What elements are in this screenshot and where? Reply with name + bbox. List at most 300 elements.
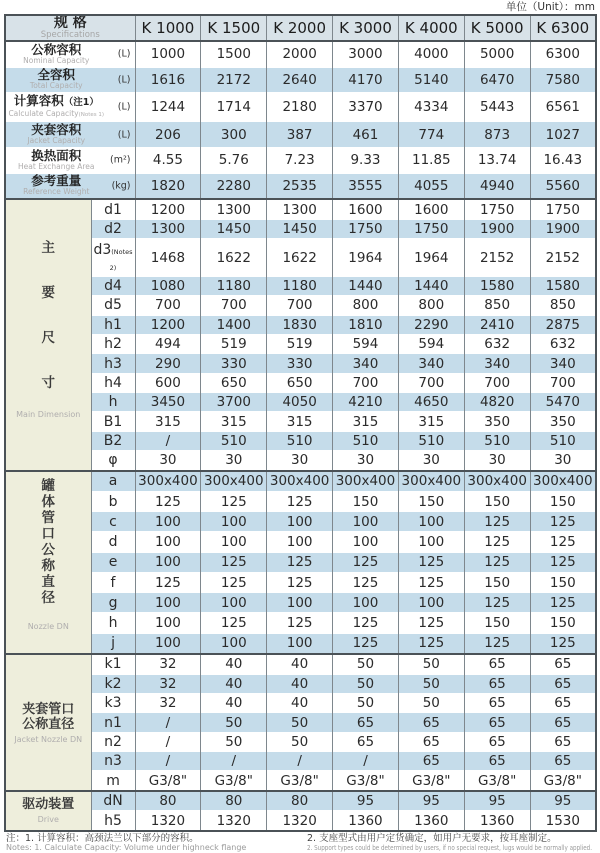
section-label-cell-drive <box>5 791 91 831</box>
value-cell: 65 <box>464 713 530 732</box>
row-key-cell: c <box>91 512 135 532</box>
value-cell: 340 <box>333 354 399 373</box>
model-header-cell: K 3000 <box>333 15 399 41</box>
section-label-zh: 驱动装置 <box>22 797 75 813</box>
value-cell: 125 <box>530 552 596 572</box>
row-label-zh: 公称容积 <box>31 42 82 57</box>
value-cell: 100 <box>398 532 464 552</box>
value-cell: 50 <box>333 693 399 712</box>
row-label-zh: 夹套容积 <box>31 122 82 137</box>
spec-row <box>5 315 596 334</box>
spec-row <box>5 532 596 552</box>
model-header-cell: K 2000 <box>267 15 333 41</box>
value-cell: 1750 <box>398 219 464 238</box>
value-cell: G3/8" <box>464 771 530 791</box>
value-cell: 125 <box>530 633 596 654</box>
row-key-sub: (Notes 2) <box>109 247 133 272</box>
value-cell: 65 <box>333 713 399 732</box>
value-cell: 100 <box>135 552 201 572</box>
value-cell: 1616 <box>135 67 201 93</box>
value-cell: 65 <box>530 713 596 732</box>
value-cell: 300x400 <box>530 471 596 492</box>
value-cell: 100 <box>201 512 267 532</box>
value-cell: 125 <box>530 593 596 613</box>
row-label-zh: 换热面积 <box>31 148 82 163</box>
spec-row <box>5 276 596 295</box>
value-cell: 40 <box>201 693 267 712</box>
value-cell: 150 <box>530 572 596 592</box>
value-cell: 80 <box>135 791 201 811</box>
spec-row <box>5 572 596 592</box>
row-key-cell: h1 <box>91 315 135 334</box>
value-cell: 5140 <box>398 67 464 93</box>
value-cell: 95 <box>398 791 464 811</box>
value-cell: 1580 <box>464 276 530 295</box>
value-cell: 125 <box>464 633 530 654</box>
value-cell: 1622 <box>201 239 267 277</box>
value-cell: 1750 <box>464 199 530 219</box>
value-cell: 1714 <box>201 93 267 122</box>
value-cell: 700 <box>333 373 399 392</box>
value-cell: 800 <box>398 296 464 315</box>
value-cell: G3/8" <box>201 771 267 791</box>
section-label <box>6 472 91 654</box>
row-unit: (L) <box>117 129 131 141</box>
value-cell: 632 <box>464 334 530 353</box>
spec-row <box>5 693 596 712</box>
value-cell: 1440 <box>398 276 464 295</box>
section-label-en: Drive <box>37 815 59 825</box>
value-cell: 65 <box>464 752 530 771</box>
value-cell: 150 <box>464 572 530 592</box>
value-cell: 315 <box>135 412 201 431</box>
row-key-cell: n1 <box>91 713 135 732</box>
value-cell: 1580 <box>530 276 596 295</box>
value-cell: 100 <box>201 633 267 654</box>
value-cell: / <box>267 752 333 771</box>
section-label-en: Main Dimension <box>16 410 81 420</box>
row-label-en: Reference Weight <box>23 187 90 197</box>
row-key-cell: φ <box>91 451 135 471</box>
value-cell: 1180 <box>201 276 267 295</box>
value-cell: 1300 <box>267 199 333 219</box>
value-cell: 125 <box>201 572 267 592</box>
value-cell: 594 <box>333 334 399 353</box>
value-cell: 4000 <box>398 41 464 67</box>
value-cell: 1200 <box>135 199 201 219</box>
value-cell: 125 <box>464 532 530 552</box>
section-label <box>6 200 91 469</box>
row-label-en: Calculate Capacity(Notes 1) <box>8 109 105 119</box>
value-cell: 125 <box>201 491 267 511</box>
row-key-cell: h5 <box>91 811 135 831</box>
value-cell: 125 <box>267 491 333 511</box>
section-label-zh: 尺 <box>41 330 55 347</box>
row-unit: (L) <box>117 48 131 60</box>
value-cell: 350 <box>464 412 530 431</box>
value-cell: 65 <box>464 732 530 751</box>
section-label-cell-jacket-nozzle-dn <box>5 654 91 791</box>
value-cell: 1500 <box>201 41 267 67</box>
value-cell: 40 <box>267 674 333 693</box>
value-cell: 100 <box>135 532 201 552</box>
value-cell: 1450 <box>267 219 333 238</box>
row-unit: (m²) <box>110 154 131 166</box>
value-cell: 40 <box>201 674 267 693</box>
value-cell: 125 <box>333 572 399 592</box>
row-label-cell <box>5 67 135 93</box>
row-key-cell: n3 <box>91 752 135 771</box>
value-cell: 125 <box>135 572 201 592</box>
row-key-cell: h2 <box>91 334 135 353</box>
row-label <box>6 42 135 67</box>
value-cell: 65 <box>530 654 596 674</box>
value-cell: 30 <box>530 451 596 471</box>
value-cell: 30 <box>333 451 399 471</box>
value-cell: 330 <box>267 354 333 373</box>
value-cell: 80 <box>201 791 267 811</box>
value-cell: 1450 <box>201 219 267 238</box>
value-cell: 1964 <box>333 239 399 277</box>
value-cell: 50 <box>267 732 333 751</box>
value-cell: 1320 <box>267 811 333 831</box>
capacity-row <box>5 67 596 93</box>
value-cell: 340 <box>464 354 530 373</box>
spec-row <box>5 593 596 613</box>
spec-row <box>5 552 596 572</box>
value-cell: 3555 <box>333 173 399 199</box>
row-key-cell: d <box>91 532 135 552</box>
value-cell: 300 <box>201 122 267 148</box>
value-cell: 150 <box>464 491 530 511</box>
row-key-cell: b <box>91 491 135 511</box>
value-cell: 100 <box>398 593 464 613</box>
value-cell: 1964 <box>398 239 464 277</box>
spec-row <box>5 613 596 633</box>
value-cell: 1820 <box>135 173 201 199</box>
value-cell: 40 <box>267 693 333 712</box>
spec-header-en: Specifications <box>40 30 100 40</box>
value-cell: 774 <box>398 122 464 148</box>
value-cell: 50 <box>201 713 267 732</box>
spec-row <box>5 412 596 431</box>
section-label-cell-nozzle-dn <box>5 471 91 655</box>
value-cell: 125 <box>530 512 596 532</box>
value-cell: 80 <box>267 791 333 811</box>
value-cell: 95 <box>333 791 399 811</box>
value-cell: 700 <box>201 296 267 315</box>
value-cell: 2180 <box>267 93 333 122</box>
value-cell: 13.74 <box>464 148 530 174</box>
section-label-zh: 体 <box>41 493 55 510</box>
value-cell: 95 <box>530 791 596 811</box>
value-cell: / <box>135 431 201 450</box>
value-cell: 65 <box>530 732 596 751</box>
spec-row <box>5 512 596 532</box>
spec-row <box>5 296 596 315</box>
value-cell: 315 <box>398 412 464 431</box>
value-cell: 5.76 <box>201 148 267 174</box>
row-key-cell: d2 <box>91 219 135 238</box>
value-cell: 1622 <box>267 239 333 277</box>
value-cell: 1320 <box>135 811 201 831</box>
value-cell: 700 <box>135 296 201 315</box>
value-cell: 206 <box>135 122 201 148</box>
section-label-zh: 主 <box>41 240 55 257</box>
row-label-en-sub: (Notes 1) <box>78 112 105 119</box>
value-cell: 1600 <box>333 199 399 219</box>
value-cell: 632 <box>530 334 596 353</box>
value-cell: 2152 <box>464 239 530 277</box>
value-cell: 100 <box>267 593 333 613</box>
value-cell: 494 <box>135 334 201 353</box>
value-cell: 315 <box>201 412 267 431</box>
value-cell: 2000 <box>267 41 333 67</box>
value-cell: 32 <box>135 674 201 693</box>
row-label <box>6 68 135 93</box>
value-cell: / <box>135 732 201 751</box>
row-label-zh: 计算容积（注1） <box>13 93 99 109</box>
value-cell: 50 <box>333 674 399 693</box>
value-cell: 3700 <box>201 393 267 412</box>
section-label-cell-main-dimension <box>5 199 91 470</box>
spec-row <box>5 791 596 811</box>
value-cell: 65 <box>530 752 596 771</box>
value-cell: 11.85 <box>398 148 464 174</box>
value-cell: 30 <box>201 451 267 471</box>
spec-row <box>5 431 596 450</box>
model-header-cell: K 5000 <box>464 15 530 41</box>
value-cell: 3000 <box>333 41 399 67</box>
row-key-cell: e <box>91 552 135 572</box>
spec-row <box>5 654 596 674</box>
value-cell: 1530 <box>530 811 596 831</box>
model-header-cell: K 6300 <box>530 15 596 41</box>
value-cell: 510 <box>333 431 399 450</box>
value-cell: 100 <box>135 593 201 613</box>
row-key-cell: n2 <box>91 732 135 751</box>
value-cell: 100 <box>333 532 399 552</box>
value-cell: 100 <box>398 512 464 532</box>
value-cell: G3/8" <box>333 771 399 791</box>
value-cell: 461 <box>333 122 399 148</box>
row-label-cell <box>5 41 135 67</box>
value-cell: 65 <box>464 693 530 712</box>
row-unit: (kg) <box>111 180 131 192</box>
value-cell: 150 <box>530 491 596 511</box>
value-cell: 125 <box>267 572 333 592</box>
value-cell: 125 <box>398 633 464 654</box>
footnote-1 <box>6 834 307 853</box>
value-cell: 594 <box>398 334 464 353</box>
spec-row <box>5 219 596 238</box>
value-cell: 65 <box>530 674 596 693</box>
value-cell: G3/8" <box>267 771 333 791</box>
value-cell: 100 <box>333 512 399 532</box>
value-cell: 2172 <box>201 67 267 93</box>
row-key-cell: h <box>91 613 135 633</box>
value-cell: 50 <box>398 654 464 674</box>
spec-header-zh: 规 格 <box>53 15 87 31</box>
spec-row <box>5 239 596 277</box>
value-cell: G3/8" <box>530 771 596 791</box>
value-cell: 32 <box>135 693 201 712</box>
row-label-cell <box>5 122 135 148</box>
row-unit: (L) <box>117 101 131 113</box>
value-cell: 850 <box>530 296 596 315</box>
value-cell: 100 <box>267 633 333 654</box>
value-cell: 1360 <box>398 811 464 831</box>
spec-header-cell <box>5 15 135 41</box>
value-cell: 125 <box>333 613 399 633</box>
model-header-cell: K 4000 <box>398 15 464 41</box>
row-label-cell <box>5 173 135 199</box>
value-cell: 65 <box>333 732 399 751</box>
value-cell: 5470 <box>530 393 596 412</box>
value-cell: 150 <box>398 491 464 511</box>
value-cell: 340 <box>530 354 596 373</box>
header-row <box>5 15 596 41</box>
spec-row <box>5 354 596 373</box>
value-cell: 100 <box>201 593 267 613</box>
value-cell: 300x400 <box>201 471 267 492</box>
value-cell: 125 <box>135 491 201 511</box>
row-key-cell: h3 <box>91 354 135 373</box>
section-label-zh: 公 <box>41 541 55 558</box>
value-cell: 9.33 <box>333 148 399 174</box>
value-cell: 125 <box>398 552 464 572</box>
value-cell: 50 <box>333 654 399 674</box>
value-cell: 100 <box>201 532 267 552</box>
value-cell: 510 <box>530 431 596 450</box>
value-cell: 150 <box>530 613 596 633</box>
value-cell: 65 <box>464 674 530 693</box>
value-cell: 95 <box>464 791 530 811</box>
row-key-cell: m <box>91 771 135 791</box>
spec-table <box>4 14 597 832</box>
value-cell: 30 <box>267 451 333 471</box>
note-1-zh: 注：1. 计算容积：高颈法兰以下部分的容积。 <box>6 833 199 844</box>
value-cell: 700 <box>464 373 530 392</box>
section-label-zh: 罐 <box>41 477 55 494</box>
value-cell: 4650 <box>398 393 464 412</box>
value-cell: 700 <box>530 373 596 392</box>
value-cell: 125 <box>464 593 530 613</box>
value-cell: 340 <box>398 354 464 373</box>
value-cell: 125 <box>201 552 267 572</box>
value-cell: 6470 <box>464 67 530 93</box>
footnotes <box>4 832 597 853</box>
spec-row <box>5 334 596 353</box>
section-label-zh: 直 <box>41 573 55 590</box>
note-1-en: Notes: 1. Calculate Capacity: Volume under highneck flange <box>6 843 247 852</box>
value-cell: 3450 <box>135 393 201 412</box>
capacity-row <box>5 148 596 174</box>
value-cell: 1300 <box>201 199 267 219</box>
value-cell: 510 <box>398 431 464 450</box>
row-key-cell: j <box>91 633 135 654</box>
capacity-row <box>5 122 596 148</box>
row-label-en: Nominal Capacity <box>23 55 90 65</box>
value-cell: 50 <box>398 674 464 693</box>
footnote-2 <box>307 834 600 853</box>
value-cell: 330 <box>201 354 267 373</box>
unit-label: 单位（Unit）：mm <box>505 1 595 13</box>
value-cell: 125 <box>398 572 464 592</box>
row-key-cell: d3(Notes 2) <box>91 239 135 277</box>
row-key-cell: B2 <box>91 431 135 450</box>
value-cell: 1027 <box>530 122 596 148</box>
value-cell: 50 <box>267 713 333 732</box>
row-label-zh: 参考重量 <box>31 173 82 189</box>
section-label-en: Nozzle DN <box>27 621 69 631</box>
row-label-en: Jacket Capacity <box>27 135 86 145</box>
value-cell: 1000 <box>135 41 201 67</box>
value-cell: 1400 <box>201 315 267 334</box>
capacity-row <box>5 93 596 122</box>
value-cell: 100 <box>333 593 399 613</box>
value-cell: 290 <box>135 354 201 373</box>
value-cell: 125 <box>398 613 464 633</box>
row-key-cell: h <box>91 393 135 412</box>
section-label-zh: 称 <box>41 557 55 574</box>
row-key-cell: k1 <box>91 654 135 674</box>
value-cell: 30 <box>135 451 201 471</box>
value-cell: / <box>201 752 267 771</box>
value-cell: 40 <box>201 654 267 674</box>
value-cell: 65 <box>398 752 464 771</box>
row-key-cell: h4 <box>91 373 135 392</box>
row-key-cell: d5 <box>91 296 135 315</box>
value-cell: 4170 <box>333 67 399 93</box>
value-cell: 1300 <box>135 219 201 238</box>
row-key-cell: d1 <box>91 199 135 219</box>
value-cell: 2280 <box>201 173 267 199</box>
value-cell: 32 <box>135 654 201 674</box>
value-cell: 125 <box>530 532 596 552</box>
value-cell: 2410 <box>464 315 530 334</box>
value-cell: 4055 <box>398 173 464 199</box>
value-cell: 387 <box>267 122 333 148</box>
value-cell: 125 <box>333 633 399 654</box>
section-label <box>6 655 91 790</box>
value-cell: 850 <box>464 296 530 315</box>
value-cell: 125 <box>267 613 333 633</box>
spec-row <box>5 732 596 751</box>
note-2-zh: 2. 支座型式由用户定货确定，如用户无要求，按耳座制定。 <box>307 833 557 844</box>
value-cell: 5560 <box>530 173 596 199</box>
value-cell: 300x400 <box>333 471 399 492</box>
value-cell: 100 <box>135 633 201 654</box>
value-cell: 3370 <box>333 93 399 122</box>
value-cell: 150 <box>464 613 530 633</box>
spec-row <box>5 752 596 771</box>
value-cell: 1440 <box>333 276 399 295</box>
row-key-cell: g <box>91 593 135 613</box>
value-cell: 1900 <box>464 219 530 238</box>
spec-row <box>5 811 596 831</box>
row-label <box>6 93 135 121</box>
value-cell: 1360 <box>464 811 530 831</box>
row-key-cell: a <box>91 471 135 492</box>
value-cell: 65 <box>530 693 596 712</box>
row-label-en: Heat Exchange Area <box>18 161 95 171</box>
spec-row <box>5 393 596 412</box>
value-cell: 50 <box>201 732 267 751</box>
section-label-zh: 寸 <box>41 375 55 392</box>
value-cell: 150 <box>333 491 399 511</box>
value-cell: 125 <box>464 512 530 532</box>
